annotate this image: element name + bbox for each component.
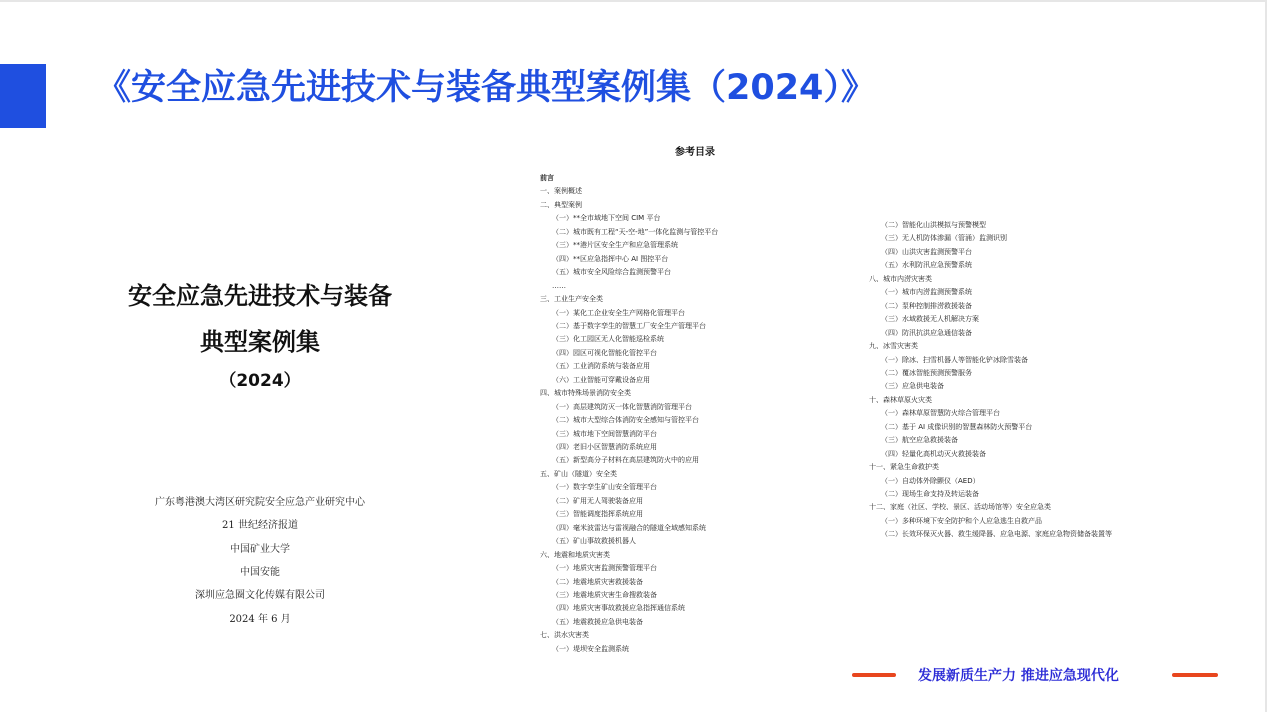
toc-entry: （三）航空应急救援装备 bbox=[881, 436, 958, 445]
toc-entry: （五）地震救援应急供电装备 bbox=[552, 617, 643, 626]
toc-entry: （三）化工园区无人化智能巡检系统 bbox=[552, 335, 664, 344]
toc-entry: （四）轻量化高机动灭火救援装备 bbox=[881, 449, 986, 458]
cover-title-line2: 典型案例集 bbox=[200, 328, 320, 356]
cover-org: 深圳应急圈文化传媒有限公司 bbox=[195, 590, 325, 601]
toc-entry: （一）自动体外除颤仪（AED） bbox=[881, 476, 980, 485]
toc-entry: （一）数字孪生矿山安全管理平台 bbox=[552, 483, 657, 492]
toc-entry: 七、洪水灾害类 bbox=[540, 631, 589, 640]
toc-entry: （一）堤坝安全监测系统 bbox=[552, 644, 629, 653]
toc-entry: （三）水域救援无人机解决方案 bbox=[881, 315, 979, 324]
cover-date: 2024 年 6 月 bbox=[229, 614, 291, 625]
toc-entry: （五）水利防汛应急预警系统 bbox=[881, 261, 972, 270]
toc-entry: （二）基于 AI 成像识别的智慧森林防火预警平台 bbox=[881, 422, 1033, 431]
toc-entry: 前言 bbox=[540, 174, 554, 182]
toc-entry: （一）多种环境下安全防护和个人应急逃生自救产品 bbox=[881, 516, 1042, 525]
toc-entry: （二）泵种控制排涝救援装备 bbox=[881, 301, 972, 310]
toc-entry: （四）**区应急指挥中心 AI 图控平台 bbox=[552, 254, 669, 263]
toc-entry: （二）矿用无人驾驶装备应用 bbox=[552, 496, 643, 505]
toc-entry: …… bbox=[552, 281, 566, 290]
toc-entry: 三、工业生产安全类 bbox=[540, 295, 603, 304]
cover-year: （2024） bbox=[219, 371, 301, 391]
toc-entry: （四）地质灾害事故救援应急指挥通信系统 bbox=[552, 604, 685, 613]
toc-entry: （二）智能化山洪模拟与预警模型 bbox=[881, 221, 986, 229]
toc-entry: 五、矿山（隧道）安全类 bbox=[540, 469, 617, 478]
toc-entry: （一）森林草原智慧防火综合管理平台 bbox=[881, 409, 1000, 418]
toc-entry: （二）长效环保灭火器、救生缓降器、应急电源、家庭应急物资储备装置等 bbox=[881, 530, 1112, 539]
toc-entry: （四）毫米波雷达与雷视融合的隧道全域感知系统 bbox=[552, 523, 706, 532]
toc-entry: （二）基于数字孪生的智慧工厂安全生产管理平台 bbox=[552, 321, 706, 330]
cover-org: 中国安能 bbox=[240, 567, 280, 578]
toc-entry: （五）矿山事故救援机器人 bbox=[552, 537, 636, 546]
toc-entry: （三）无人机防体渗漏（管涌）监测识别 bbox=[881, 234, 1007, 243]
toc-entry: （二）城市既有工程“天-空-地”一体化监测与管控平台 bbox=[552, 227, 719, 236]
toc-entry: 九、冰雪灾害类 bbox=[869, 342, 918, 351]
cover-org: 中国矿业大学 bbox=[230, 544, 290, 555]
toc-entry: （三）**港片区安全生产和应急管理系统 bbox=[552, 241, 678, 250]
toc-entry: （四）园区可视化智能化管控平台 bbox=[552, 348, 657, 357]
toc-entry: 十一、紧急生命救护类 bbox=[869, 463, 939, 472]
toc-entry: （一）地质灾害监测预警管理平台 bbox=[552, 564, 657, 573]
toc-entry: （三）城市地下空间智慧消防平台 bbox=[552, 429, 657, 438]
toc-entry: 八、城市内涝灾害类 bbox=[869, 274, 932, 283]
toc-entry: （五）新型高分子材料在高层建筑防火中的应用 bbox=[552, 456, 699, 465]
cover-org: 21 世纪经济报道 bbox=[222, 520, 298, 531]
footer-dash-left bbox=[852, 673, 896, 677]
footer-dash-right bbox=[1172, 673, 1218, 677]
toc-entry: 六、地震和地质灾害类 bbox=[540, 550, 610, 559]
toc-entry: （五）工业消防系统与装备应用 bbox=[552, 362, 650, 371]
toc-entry: （二）地震地质灾害救援装备 bbox=[552, 577, 643, 586]
toc-entry: （一）**全市域地下空间 CIM 平台 bbox=[552, 214, 661, 223]
toc-entry: 一、案例概述 bbox=[540, 187, 582, 196]
cover-org: 广东粤港澳大湾区研究院安全应急产业研究中心 bbox=[155, 497, 365, 508]
toc-heading: 参考目录 bbox=[675, 147, 715, 158]
toc-entry: （六）工业智能可穿戴设备应用 bbox=[552, 375, 650, 384]
title-accent-bar bbox=[0, 64, 46, 128]
toc-entry: （三）应急供电装备 bbox=[881, 382, 944, 391]
toc-entry: （一）某化工企业安全生产网格化管理平台 bbox=[552, 308, 685, 317]
toc-entry: （四）防汛抗洪应急通信装备 bbox=[881, 328, 972, 337]
toc-entry: 十二、家庭（社区、学校、景区、活动场馆等）安全应急类 bbox=[869, 503, 1051, 512]
toc-entry: （一）城市内涝监测预警系统 bbox=[881, 288, 972, 297]
toc-entry: （一）除冰、扫雪机器人等智能化铲冰除雪装备 bbox=[881, 355, 1028, 364]
toc-entry: 四、城市特殊场景消防安全类 bbox=[540, 389, 631, 398]
toc-entry: （二）覆冰智能预测预警服务 bbox=[881, 368, 972, 377]
toc-entry: （二）现场生命支持及转运装备 bbox=[881, 490, 979, 498]
toc-entry: （四）老旧小区智慧消防系统应用 bbox=[552, 443, 657, 451]
toc-entry: （四）山洪灾害监测预警平台 bbox=[881, 247, 972, 256]
toc-entry: （三）智能调度指挥系统应用 bbox=[552, 510, 643, 519]
toc-entry: 十、森林草原火灾类 bbox=[869, 395, 932, 404]
slide-title: 《安全应急先进技术与装备典型案例集（2024）》 bbox=[96, 68, 876, 108]
toc-entry: （二）城市大型综合体消防安全感知与管控平台 bbox=[552, 416, 699, 425]
footer-slogan: 发展新质生产力 推进应急现代化 bbox=[918, 668, 1119, 684]
top-border bbox=[0, 0, 1267, 2]
toc-entry: （一）高层建筑防灭一体化智慧消防管理平台 bbox=[552, 402, 692, 411]
toc-entry: 二、典型案例 bbox=[540, 200, 582, 209]
toc-entry: （五）城市安全风险综合监测预警平台 bbox=[552, 268, 671, 277]
toc-entry: （三）地震地质灾害生命搜救装备 bbox=[552, 590, 657, 599]
cover-title-line1: 安全应急先进技术与装备 bbox=[128, 282, 392, 310]
